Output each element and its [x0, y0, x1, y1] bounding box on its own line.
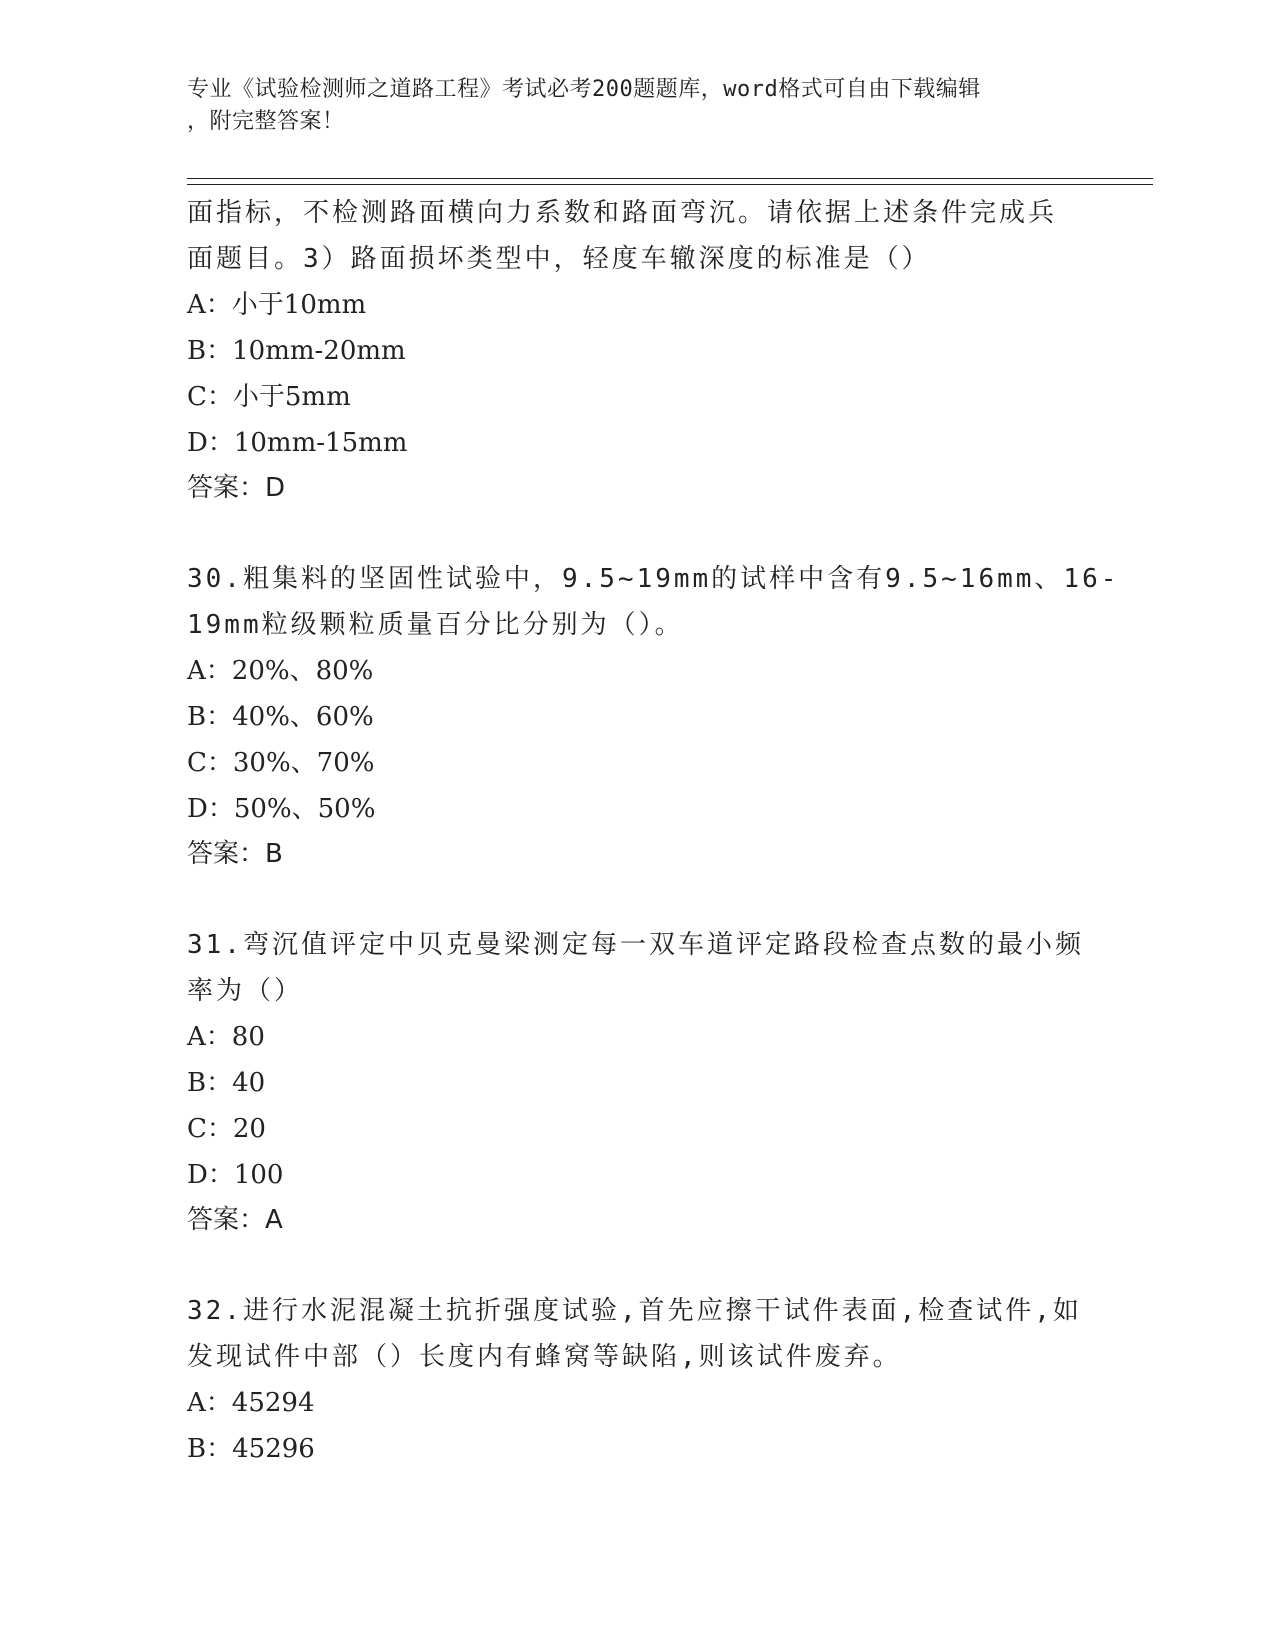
option-b: B：45296 [187, 1434, 315, 1464]
question-block [187, 1288, 1087, 1472]
option-d: D：100 [187, 1160, 284, 1190]
option-a: A：45294 [187, 1388, 315, 1418]
question-stem-line: 30.粗集料的坚固性试验中，9.5~19mm的试样中含有9.5~16mm、16- [187, 564, 1120, 594]
question-block [187, 190, 1087, 510]
question-list [187, 190, 1120, 1472]
option-c: C：20 [187, 1114, 266, 1144]
option-b: B：40 [187, 1068, 266, 1098]
option-a: A：20%、80% [187, 656, 374, 686]
option-c: C：30%、70% [187, 748, 375, 778]
question-block [187, 922, 1087, 1242]
question-stem-line: 32.进行水泥混凝土抗折强度试验,首先应擦干试件表面,检查试件,如 [187, 1296, 1082, 1326]
question-stem-line: 19mm粒级颗粒质量百分比分别为（）。 [187, 610, 684, 640]
header-divider-top [187, 178, 1153, 179]
question-stem-line: 面指标，不检测路面横向力系数和路面弯沉。请依据上述条件完成兵 [187, 198, 1058, 228]
option-a: A：80 [187, 1022, 265, 1052]
option-d: D：10mm-15mm [187, 428, 408, 458]
question-stem-line: 31.弯沉值评定中贝克曼梁测定每一双车道评定路段检查点数的最小频 [187, 930, 1084, 960]
question-stem-line: 发现试件中部（）长度内有蜂窝等缺陷,则该试件废弃。 [187, 1342, 902, 1372]
question-stem-line: 率为（） [187, 976, 304, 1006]
question-block [187, 556, 1120, 876]
answer-line: 答案：B [187, 839, 283, 869]
spacer [187, 510, 1087, 556]
answer-line: 答案：D [187, 473, 286, 503]
option-a: A：小于10mm [187, 290, 367, 320]
page-header [187, 74, 1067, 138]
option-b: B：40%、60% [187, 702, 374, 732]
question-stem-line: 面题目。3）路面损坏类型中，轻度车辙深度的标准是（） [187, 244, 931, 274]
spacer [187, 1242, 1087, 1288]
option-c: C：小于5mm [187, 382, 351, 412]
header-divider-bottom [187, 184, 1153, 185]
answer-line: 答案：A [187, 1205, 283, 1235]
option-b: B：10mm-20mm [187, 336, 406, 366]
option-d: D：50%、50% [187, 794, 376, 824]
spacer [187, 876, 1087, 922]
header-line-1: 专业《试验检测师之道路工程》考试必考200题题库，word格式可自由下载编辑 [187, 77, 981, 102]
header-line-2: ，附完整答案！ [187, 109, 345, 134]
